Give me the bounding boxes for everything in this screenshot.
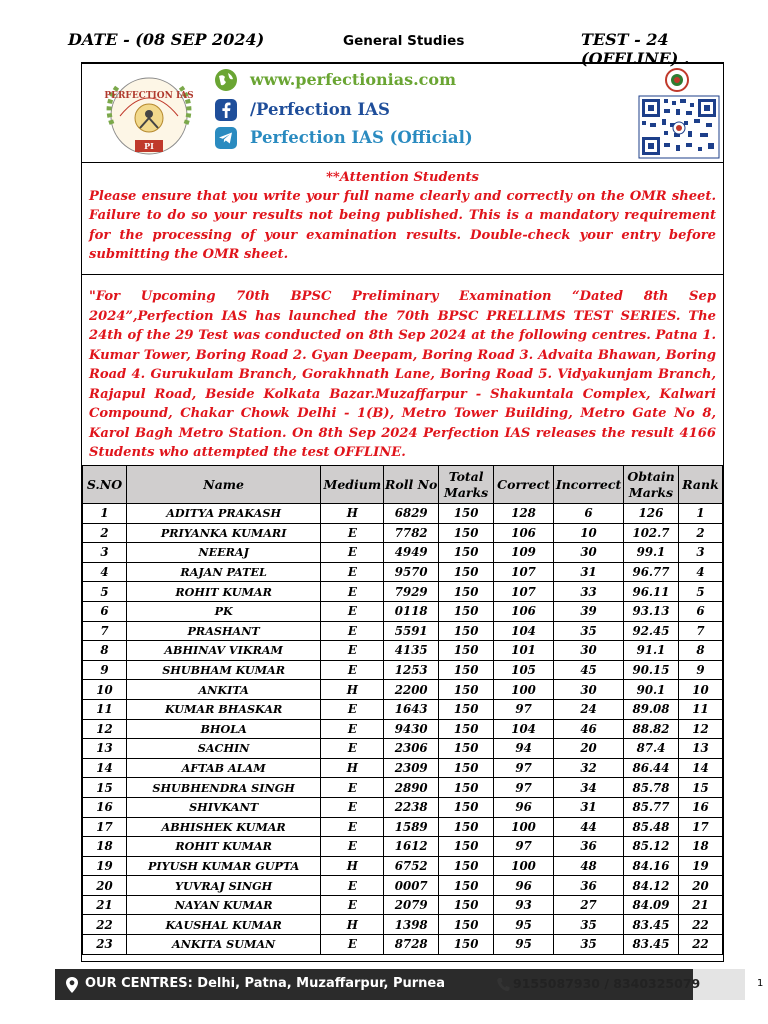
cell-rank: 7 — [678, 621, 722, 641]
cell-total: 150 — [439, 935, 494, 955]
col-header-total — [439, 466, 494, 504]
table-row — [83, 758, 723, 778]
cell-name: ROHIT KUMAR — [126, 582, 320, 602]
cell-sno: 10 — [83, 680, 127, 700]
cell-medium: E — [321, 876, 384, 896]
cell-roll: 1612 — [384, 837, 439, 857]
cell-sno: 11 — [83, 699, 127, 719]
cell-name: SHUBHAM KUMAR — [126, 660, 320, 680]
cell-name: SHIVKANT — [126, 797, 320, 817]
table-row — [83, 837, 723, 857]
cell-obtain: 99.1 — [624, 543, 679, 563]
cell-sno: 3 — [83, 543, 127, 563]
table-row — [83, 797, 723, 817]
cell-roll: 7929 — [384, 582, 439, 602]
cell-total: 150 — [439, 778, 494, 798]
cell-obtain: 85.48 — [624, 817, 679, 837]
cell-total: 150 — [439, 758, 494, 778]
table-row — [83, 582, 723, 602]
cell-medium: H — [321, 680, 384, 700]
facebook-link[interactable] — [250, 100, 390, 119]
cell-rank: 17 — [678, 817, 722, 837]
table-row — [83, 601, 723, 621]
website-link[interactable] — [250, 70, 456, 89]
cell-obtain: 83.45 — [624, 915, 679, 935]
cell-rank: 12 — [678, 719, 722, 739]
col-header-sno: S.NO — [83, 466, 127, 504]
cell-sno: 20 — [83, 876, 127, 896]
cell-roll: 2238 — [384, 797, 439, 817]
cell-sno: 17 — [83, 817, 127, 837]
cell-correct: 107 — [494, 562, 554, 582]
facebook-text: /Perfection IAS — [250, 100, 390, 119]
table-row — [83, 504, 723, 524]
col-header-obtain — [624, 466, 679, 504]
cell-obtain: 90.1 — [624, 680, 679, 700]
cell-incorrect: 10 — [554, 523, 624, 543]
attention-notice — [82, 162, 723, 275]
telegram-icon — [214, 126, 238, 150]
cell-rank: 1 — [678, 504, 722, 524]
cell-incorrect: 35 — [554, 915, 624, 935]
globe-icon — [214, 68, 238, 92]
cell-medium: E — [321, 582, 384, 602]
cell-roll: 1643 — [384, 699, 439, 719]
cell-total: 150 — [439, 856, 494, 876]
cell-sno: 6 — [83, 601, 127, 621]
cell-total: 150 — [439, 680, 494, 700]
cell-correct: 97 — [494, 837, 554, 857]
cell-obtain: 126 — [624, 504, 679, 524]
result-announcement: "For Upcoming 70th BPSC Preliminary Examination “Dated 8th Sep 2024”,Perfection IAS has launched the 70th BPSC PRELLIMS TEST SERIES. The 24th of the 29 Test was conducted on 8th Sep 2024 at the following centres. Patna 1. Kumar Tower, Boring Road 2. Gyan Deepam, Boring Road 3. Advaita Bhawan, Boring Road 4. Gurukulam Branch, Gorakhnath Lane, Boring Road 5. Vidyakunjam Branch, Rajapul Road, Beside Kolkata Bazar.Muzaffarpur - Shakuntala Complex, Kalwari Compound, Chakar Chowk Delhi - 1(B), Metro Tower Building, Metro Gate No 8, Karol Bagh Metro Station. On 8th Sep 2024 Perfection IAS releases the result 4166 Students who attempted the test OFFLINE. — [89, 289, 716, 460]
cell-rank: 4 — [678, 562, 722, 582]
cell-total: 150 — [439, 739, 494, 759]
cell-roll: 2200 — [384, 680, 439, 700]
cell-total: 150 — [439, 660, 494, 680]
cell-name: YUVRAJ SINGH — [126, 876, 320, 896]
cell-name: ABHISHEK KUMAR — [126, 817, 320, 837]
cell-sno: 19 — [83, 856, 127, 876]
cell-roll: 2079 — [384, 895, 439, 915]
cell-correct: 97 — [494, 699, 554, 719]
table-row — [83, 562, 723, 582]
cell-medium: E — [321, 641, 384, 661]
table-row — [83, 935, 723, 955]
cell-roll: 8728 — [384, 935, 439, 955]
cell-rank: 10 — [678, 680, 722, 700]
cell-incorrect: 36 — [554, 876, 624, 896]
cell-name: PIYUSH KUMAR GUPTA — [126, 856, 320, 876]
cell-incorrect: 30 — [554, 641, 624, 661]
cell-rank: 5 — [678, 582, 722, 602]
cell-sno: 5 — [83, 582, 127, 602]
cell-name: SHUBHENDRA SINGH — [126, 778, 320, 798]
cell-name: KAUSHAL KUMAR — [126, 915, 320, 935]
cell-total: 150 — [439, 641, 494, 661]
col-header-obtain-line1: Obtain — [627, 468, 675, 484]
cell-name: NAYAN KUMAR — [126, 895, 320, 915]
cell-obtain: 84.09 — [624, 895, 679, 915]
cell-obtain: 89.08 — [624, 699, 679, 719]
cell-incorrect: 30 — [554, 543, 624, 563]
cell-obtain: 91.1 — [624, 641, 679, 661]
page-number: 1 — [757, 978, 764, 989]
cell-rank: 20 — [678, 876, 722, 896]
cell-rank: 16 — [678, 797, 722, 817]
cell-roll: 4949 — [384, 543, 439, 563]
cell-roll: 4135 — [384, 641, 439, 661]
cell-medium: E — [321, 660, 384, 680]
table-row — [83, 817, 723, 837]
col-header-obtain-line2: Marks — [628, 484, 674, 500]
cell-obtain: 93.13 — [624, 601, 679, 621]
results-table — [82, 465, 723, 955]
cell-rank: 11 — [678, 699, 722, 719]
cell-sno: 9 — [83, 660, 127, 680]
cell-medium: H — [321, 758, 384, 778]
cell-rank: 22 — [678, 915, 722, 935]
cell-sno: 7 — [83, 621, 127, 641]
cell-name: PRASHANT — [126, 621, 320, 641]
cell-obtain: 102.7 — [624, 523, 679, 543]
cell-obtain: 86.44 — [624, 758, 679, 778]
cell-rank: 14 — [678, 758, 722, 778]
cell-medium: E — [321, 895, 384, 915]
cell-medium: E — [321, 562, 384, 582]
cell-total: 150 — [439, 562, 494, 582]
cell-name: BHOLA — [126, 719, 320, 739]
table-row — [83, 660, 723, 680]
cell-sno: 12 — [83, 719, 127, 739]
cell-correct: 96 — [494, 876, 554, 896]
cell-name: RAJAN PATEL — [126, 562, 320, 582]
cell-name: ABHINAV VIKRAM — [126, 641, 320, 661]
cell-roll: 1398 — [384, 915, 439, 935]
cell-total: 150 — [439, 876, 494, 896]
cell-roll: 2890 — [384, 778, 439, 798]
cell-medium: E — [321, 621, 384, 641]
cell-rank: 8 — [678, 641, 722, 661]
perfection-ias-logo — [90, 68, 208, 160]
cell-sno: 1 — [83, 504, 127, 524]
cell-incorrect: 36 — [554, 837, 624, 857]
cell-rank: 2 — [678, 523, 722, 543]
cell-roll: 7782 — [384, 523, 439, 543]
col-header-medium: Medium — [321, 466, 384, 504]
brand-block — [82, 64, 723, 163]
cell-name: SACHIN — [126, 739, 320, 759]
cell-sno: 18 — [83, 837, 127, 857]
results-table-body — [83, 504, 723, 955]
table-row — [83, 719, 723, 739]
notice-body: Please ensure that you write your full name clearly and correctly on the OMR sheet. Failure to do so your results not being published. This is a mandatory requirement for the processing of your examination results. Double-check your entry before submitting the OMR sheet. — [89, 189, 716, 262]
cell-incorrect: 44 — [554, 817, 624, 837]
location-pin-icon — [64, 976, 80, 994]
cell-name: PRIYANKA KUMARI — [126, 523, 320, 543]
cell-roll: 1589 — [384, 817, 439, 837]
cell-total: 150 — [439, 523, 494, 543]
cell-rank: 9 — [678, 660, 722, 680]
col-header-rank: Rank — [678, 466, 722, 504]
table-row — [83, 778, 723, 798]
cell-incorrect: 27 — [554, 895, 624, 915]
table-row — [83, 523, 723, 543]
cell-roll: 9430 — [384, 719, 439, 739]
cell-name: KUMAR BHASKAR — [126, 699, 320, 719]
table-row — [83, 680, 723, 700]
col-header-correct: Correct — [494, 466, 554, 504]
cell-correct: 94 — [494, 739, 554, 759]
cell-roll: 1253 — [384, 660, 439, 680]
cell-total: 150 — [439, 817, 494, 837]
cell-obtain: 84.16 — [624, 856, 679, 876]
cell-obtain: 87.4 — [624, 739, 679, 759]
cell-medium: E — [321, 778, 384, 798]
cell-medium: E — [321, 543, 384, 563]
cell-incorrect: 6 — [554, 504, 624, 524]
cell-medium: E — [321, 601, 384, 621]
cell-name: AFTAB ALAM — [126, 758, 320, 778]
cell-medium: E — [321, 739, 384, 759]
cell-roll: 5591 — [384, 621, 439, 641]
cell-medium: H — [321, 504, 384, 524]
table-row — [83, 621, 723, 641]
cell-incorrect: 31 — [554, 797, 624, 817]
cell-roll: 6752 — [384, 856, 439, 876]
cell-roll: 0007 — [384, 876, 439, 896]
cell-correct: 97 — [494, 778, 554, 798]
cell-correct: 95 — [494, 915, 554, 935]
cell-sno: 13 — [83, 739, 127, 759]
cell-correct: 109 — [494, 543, 554, 563]
cell-correct: 128 — [494, 504, 554, 524]
cell-medium: E — [321, 523, 384, 543]
cell-incorrect: 39 — [554, 601, 624, 621]
cell-name: ANKITA SUMAN — [126, 935, 320, 955]
cell-name: ANKITA — [126, 680, 320, 700]
cell-correct: 97 — [494, 758, 554, 778]
cell-medium: E — [321, 699, 384, 719]
cell-rank: 13 — [678, 739, 722, 759]
cell-incorrect: 35 — [554, 621, 624, 641]
cell-total: 150 — [439, 837, 494, 857]
logo-text: PERFECTION IAS — [104, 91, 194, 101]
col-header-total-line1: Total — [448, 468, 484, 484]
cell-correct: 100 — [494, 817, 554, 837]
facebook-icon — [214, 98, 238, 122]
col-header-name: Name — [126, 466, 320, 504]
cell-rank: 3 — [678, 543, 722, 563]
result-sheet — [81, 62, 724, 962]
cell-total: 150 — [439, 582, 494, 602]
cell-incorrect: 20 — [554, 739, 624, 759]
cell-incorrect: 30 — [554, 680, 624, 700]
table-row — [83, 876, 723, 896]
qr-code-badge — [633, 66, 723, 160]
cell-obtain: 96.11 — [624, 582, 679, 602]
table-row — [83, 915, 723, 935]
col-header-roll: Roll No — [384, 466, 439, 504]
cell-incorrect: 32 — [554, 758, 624, 778]
cell-incorrect: 35 — [554, 935, 624, 955]
table-row — [83, 543, 723, 563]
cell-incorrect: 48 — [554, 856, 624, 876]
cell-total: 150 — [439, 621, 494, 641]
cell-obtain: 85.77 — [624, 797, 679, 817]
cell-incorrect: 46 — [554, 719, 624, 739]
cell-rank: 21 — [678, 895, 722, 915]
logo-initials: PI — [144, 141, 154, 151]
telegram-link[interactable] — [250, 128, 473, 147]
cell-rank: 6 — [678, 601, 722, 621]
table-row — [83, 699, 723, 719]
exam-date: DATE - (08 SEP 2024) — [68, 30, 265, 49]
cell-correct: 95 — [494, 935, 554, 955]
cell-sno: 16 — [83, 797, 127, 817]
cell-rank: 15 — [678, 778, 722, 798]
cell-roll: 2309 — [384, 758, 439, 778]
cell-incorrect: 34 — [554, 778, 624, 798]
cell-correct: 105 — [494, 660, 554, 680]
cell-medium: H — [321, 915, 384, 935]
cell-sno: 15 — [83, 778, 127, 798]
cell-correct: 106 — [494, 601, 554, 621]
cell-incorrect: 31 — [554, 562, 624, 582]
cell-name: PK — [126, 601, 320, 621]
cell-name: ADITYA PRAKASH — [126, 504, 320, 524]
cell-correct: 96 — [494, 797, 554, 817]
cell-medium: E — [321, 719, 384, 739]
cell-total: 150 — [439, 797, 494, 817]
cell-correct: 101 — [494, 641, 554, 661]
cell-obtain: 88.82 — [624, 719, 679, 739]
cell-sno: 8 — [83, 641, 127, 661]
cell-sno: 4 — [83, 562, 127, 582]
cell-sno: 23 — [83, 935, 127, 955]
footer-bar — [55, 969, 745, 1000]
cell-obtain: 84.12 — [624, 876, 679, 896]
cell-total: 150 — [439, 543, 494, 563]
cell-roll: 2306 — [384, 739, 439, 759]
cell-sno: 21 — [83, 895, 127, 915]
cell-medium: H — [321, 856, 384, 876]
cell-sno: 22 — [83, 915, 127, 935]
cell-medium: E — [321, 837, 384, 857]
subject-title: General Studies — [343, 33, 465, 49]
notice-title: **Attention Students — [326, 170, 479, 185]
cell-rank: 22 — [678, 935, 722, 955]
col-header-incorrect: Incorrect — [554, 466, 624, 504]
cell-obtain: 90.15 — [624, 660, 679, 680]
cell-incorrect: 24 — [554, 699, 624, 719]
cell-total: 150 — [439, 504, 494, 524]
table-row — [83, 739, 723, 759]
cell-roll: 9570 — [384, 562, 439, 582]
cell-total: 150 — [439, 719, 494, 739]
cell-obtain: 85.12 — [624, 837, 679, 857]
footer-centres-text: OUR CENTRES: Delhi, Patna, Muzaffarpur, Purnea — [85, 976, 445, 991]
telegram-text: Perfection IAS (Official) — [250, 128, 473, 147]
website-text: www.perfectionias.com — [250, 70, 457, 89]
cell-total: 150 — [439, 915, 494, 935]
cell-correct: 104 — [494, 621, 554, 641]
cell-correct: 106 — [494, 523, 554, 543]
cell-correct: 100 — [494, 680, 554, 700]
cell-roll: 0118 — [384, 601, 439, 621]
cell-medium: E — [321, 797, 384, 817]
cell-roll: 6829 — [384, 504, 439, 524]
cell-obtain: 92.45 — [624, 621, 679, 641]
table-row — [83, 856, 723, 876]
cell-medium: E — [321, 817, 384, 837]
test-label: TEST - 24 (OFFLINE) . — [581, 30, 690, 68]
cell-correct: 93 — [494, 895, 554, 915]
cell-total: 150 — [439, 601, 494, 621]
cell-name: NEERAJ — [126, 543, 320, 563]
page-header — [0, 30, 768, 68]
cell-sno: 2 — [83, 523, 127, 543]
table-header-row — [83, 466, 723, 504]
cell-total: 150 — [439, 895, 494, 915]
cell-name: ROHIT KUMAR — [126, 837, 320, 857]
cell-sno: 14 — [83, 758, 127, 778]
cell-obtain: 85.78 — [624, 778, 679, 798]
cell-obtain: 96.77 — [624, 562, 679, 582]
table-row — [83, 895, 723, 915]
cell-rank: 18 — [678, 837, 722, 857]
footer-phone-text: 9155087930 / 8340325079 — [513, 976, 701, 991]
cell-correct: 107 — [494, 582, 554, 602]
col-header-total-line2: Marks — [444, 484, 489, 500]
cell-incorrect: 33 — [554, 582, 624, 602]
cell-rank: 19 — [678, 856, 722, 876]
cell-total: 150 — [439, 699, 494, 719]
cell-obtain: 83.45 — [624, 935, 679, 955]
cell-incorrect: 45 — [554, 660, 624, 680]
cell-correct: 100 — [494, 856, 554, 876]
cell-correct: 104 — [494, 719, 554, 739]
table-row — [83, 641, 723, 661]
phone-icon — [496, 977, 510, 992]
cell-medium: E — [321, 935, 384, 955]
